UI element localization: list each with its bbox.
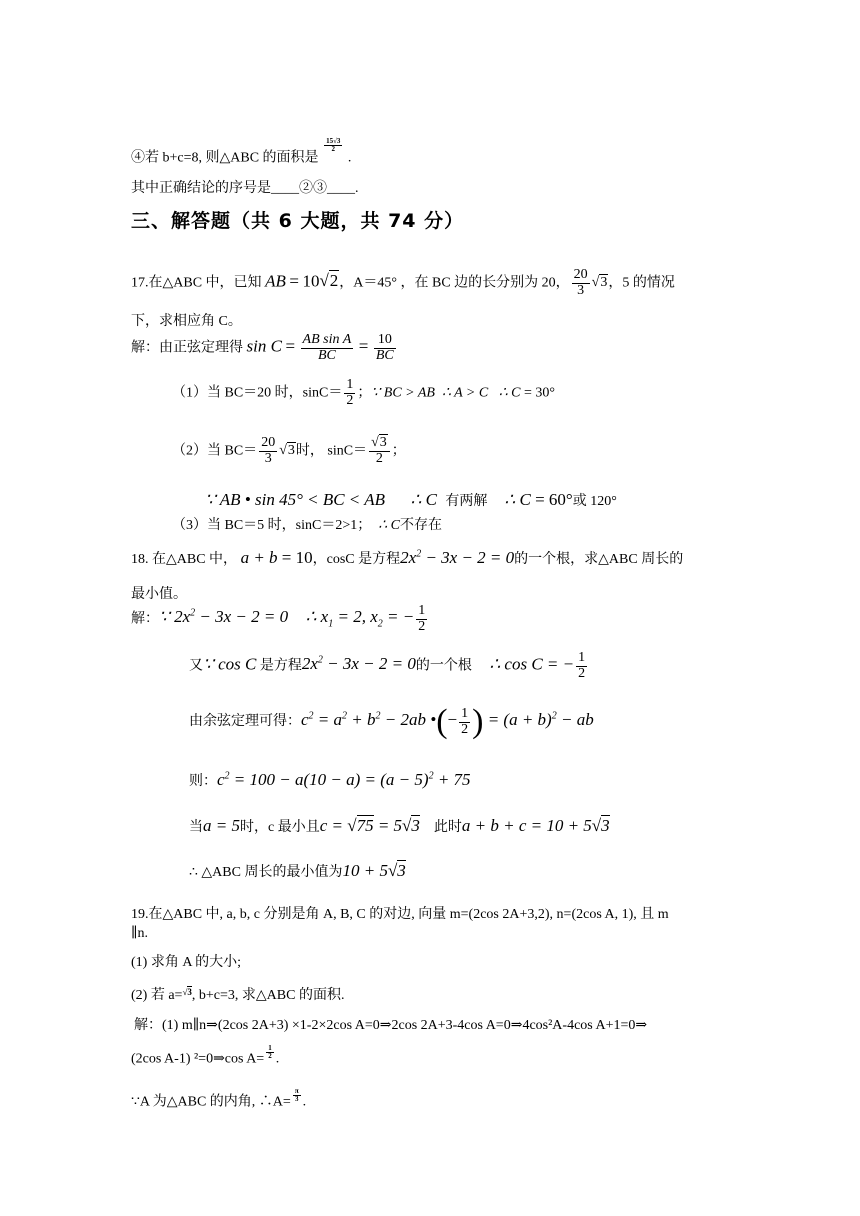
q16-item4-fraction: $\frac{15√3}{2}$ [326, 137, 341, 154]
q17-statement-line2: 下，求相应角 C。 [131, 314, 242, 329]
q18-statement-line2: 最小值。 [131, 587, 187, 602]
q19-solution-line3: ∵A 为△ABC 的内角, ∴A= $\frac{\pi}{3}$ . [131, 1087, 307, 1110]
q18-solution-step5: 当a = 5时，c 最小且c = √75 = 5√3 此时a + b + c = 10 + 5√3 [189, 816, 610, 835]
q17-case1: （1）当 BC＝20 时，sinC＝ $\frac{1}{2}$ ；∵ BC > AB ∴ A > C ∴ C = 30° [172, 377, 555, 408]
q16-answer: 其中正确结论的序号是____②③____. [131, 181, 359, 196]
q17-case2-detail: ∵ AB • sin 45° < BC < AB ∴ C 有两解 ∴ C = 60°或 120° [205, 490, 617, 509]
q19-solution-line2: (2cos A-1) ²=0⇒cos A= $\frac{1}{2}$ . [131, 1044, 280, 1067]
q16-item4: ④若 b+c=8, 则△ABC 的面积是 $\frac{15√3}{2}$ . [131, 137, 352, 166]
q18-solution-step3: 由余弦定理可得：$c^2 = a^2 + b^2 - 2ab$ •(− $\frac{1}{2}$ ) = $(a + b)^2$ − ab [189, 703, 594, 740]
q18-statement-line1: 18. 在△ABC 中， a + b = 10，cosC 是方程$2x^2 - 3x - 2 = 0$的一个根，求△ABC 周长的 [131, 548, 684, 567]
q19-part2: (2) 若 a=$^{√3}$, b+c=3, 求△ABC 的面积. [131, 987, 345, 1003]
q17-solution-intro: 解：由正弦定理得 sin C = $\frac{\text{AB sin A}}{BC}$ = $\frac{10}{BC}$ [131, 332, 394, 363]
q17-statement-line1: 17.在△ABC 中，已知 AB = 10√2，A＝45° ，在 BC 边的长分别为 20， $\frac{20}{3}$ √3，5 的情况 [131, 267, 675, 298]
q19-statement-line2: ∥n. [131, 926, 148, 941]
section-title: 三、解答题（共 6 大题，共 74 分） [131, 210, 465, 232]
q18-solution-step1: 解：∵ $2x^2 - 3x - 2 = 0$ ∴ $x_1 = 2$, $x_2$ = − $\frac{1}{2}$ [131, 603, 426, 634]
q18-solution-step4: 则：$c^2 = 100 - a(10 - a) = (a - 5)^2 + 75$ [189, 770, 471, 789]
q17-case3: （3）当 BC＝5 时，sinC＝2>1； ∴ C不存在 [172, 518, 442, 533]
q19-statement-line1: 19.在△ABC 中, a, b, c 分别是角 A, B, C 的对边, 向量 m=(2cos 2A+3,2), n=(2cos A, 1), 且 m [131, 907, 669, 922]
q18-solution-conclusion: ∴ △ABC 周长的最小值为10 + 5√3 [189, 861, 406, 880]
q17-case2: （2）当 BC＝ $\frac{20}{3}$ √3时， sinC＝ $\frac{√3}{2}$ ； [172, 435, 406, 466]
q19-solution-line1: 解：(1) m∥n⇒(2cos 2A+3) ×1-2×2cos A=0⇒2cos 2A+3-4cos A=0⇒4cos²A-4cos A+1=0⇒ [134, 1018, 648, 1033]
q19-part1: (1) 求角 A 的大小; [131, 955, 242, 970]
q18-solution-step2: 又∵ cos C 是方程$2x^2 - 3x - 2 = 0$的一个根 ∴ cos C = − $\frac{1}{2}$ [189, 650, 586, 681]
